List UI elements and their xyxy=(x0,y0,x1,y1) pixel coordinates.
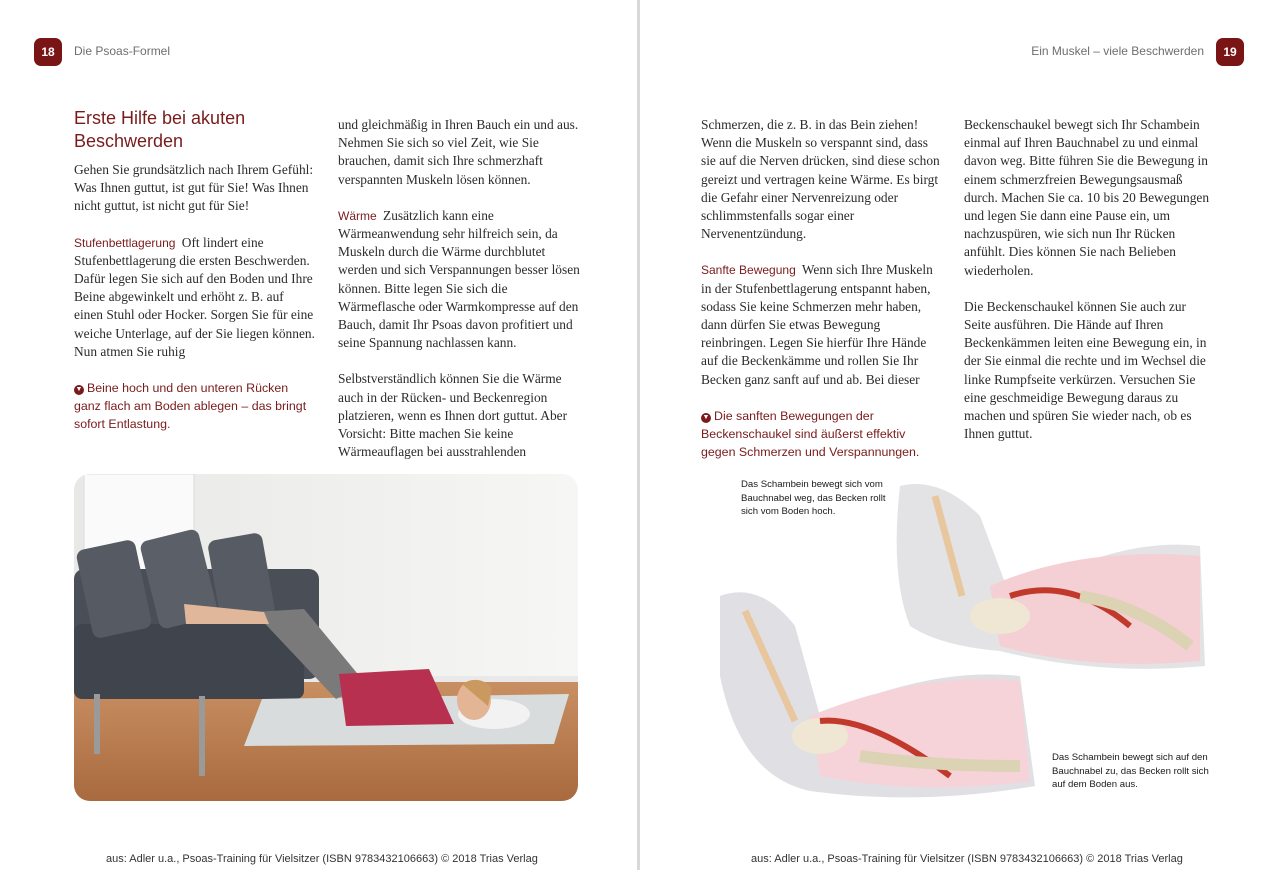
footer-citation: aus: Adler u.a., Psoas-Training für Vielsitzer (ISBN 9783432106663) © 2018 Trias Verlag xyxy=(106,853,538,865)
paragraph-text: Zusätzlich kann eine Wärmeanwendung sehr hilfreich sein, da Muskeln durch die Wärme durchblutet werden und sich Verspannungen besser lösen können. Bitte legen Sie sich die Wärmeflasche oder Warmkompresse auf den Bauch, damit Ihr Psoas davon profitiert und seine Spannung nachlassen kann. xyxy=(338,207,580,351)
paragraph xyxy=(701,261,941,388)
running-head: Ein Muskel – viele Beschwerden xyxy=(1031,44,1204,58)
section-heading: Erste Hilfe bei akuten Beschwerden xyxy=(74,108,246,151)
figure-caption-top: Das Schambein bewegt sich vom Bauchnabel weg, das Becken rollt sich vom Boden hoch. xyxy=(741,479,886,518)
chevron-down-icon: ▼ xyxy=(702,413,710,421)
photo-illustration xyxy=(74,474,578,801)
text-column-1 xyxy=(74,107,316,434)
text-column-3 xyxy=(701,116,941,461)
paragraph-text: Oft lindert eine Stufenbettlagerung die ersten Beschwerden. Dafür legen Sie sich auf den Boden und Ihre Beine abgewinkelt und erhöht z. B. auf einen Stuhl oder Hocker. Sorgen Sie für eine weiche Unterlage, auf der Sie liegen können. Nun atmen Sie ruhig xyxy=(74,234,315,359)
keyword-label: Wärme xyxy=(338,208,377,223)
figure-caption-bottom: Das Schambein bewegt sich auf den Bauchnabel zu, das Becken rollt sich auf dem Boden aus. xyxy=(1052,752,1209,791)
paragraph: Beckenschaukel bewegt sich Ihr Schambein einmal auf Ihren Bauchnabel zu und einmal davon weg. Bitte führen Sie die Bewegung in einem schmerzfreien Bewegungsausmaß durch. Machen Sie ca. 10 bis 20 Bewegungen und legen Sie dann eine Pause ein, um nachzuspüren, wie sich nun Ihr Rücken anfühlt. Dies können Sie nach Belieben wiederholen. xyxy=(964,117,1210,278)
footer-citation: aus: Adler u.a., Psoas-Training für Vielsitzer (ISBN 9783432106663) © 2018 Trias Verlag xyxy=(751,853,1183,865)
tip-box xyxy=(74,379,316,434)
page-number-badge: 18 xyxy=(34,38,62,66)
text-column-4 xyxy=(964,116,1210,461)
paragraph: Selbstverständlich können Sie die Wärme auch in der Rücken- und Beckenregion platzieren, wenn es Ihnen dort guttut. Aber Vorsicht: Bitte machen Sie keine Wärmeauflagen bei ausstrahlenden xyxy=(338,371,568,460)
paragraph: und gleichmäßig in Ihren Bauch ein und aus. Nehmen Sie sich so viel Zeit, wie Sie brauchen, damit sich Ihre schmerzhaft verspannten Muskeln lösen können. xyxy=(338,117,579,187)
running-head: Die Psoas-Formel xyxy=(74,44,171,58)
paragraph xyxy=(338,207,580,353)
chevron-down-icon: ▼ xyxy=(75,386,83,394)
text-column-2 xyxy=(338,116,580,479)
keyword-label: Stufenbettlagerung xyxy=(74,235,176,250)
tip-text: Die sanften Bewegungen der Beckenschaukel sind äußerst effektiv gegen Schmerzen und Verspannungen. xyxy=(701,408,920,460)
tip-text: Beine hoch und den unteren Rücken ganz flach am Boden ablegen – das bringt sofort Entlastung. xyxy=(74,381,307,432)
keyword-label: Sanfte Bewegung xyxy=(701,263,796,278)
left-page xyxy=(0,0,638,870)
photo-woman-on-floor-legs-on-sofa xyxy=(74,474,578,801)
tip-box xyxy=(701,407,941,462)
intro-paragraph: Gehen Sie grundsätzlich nach Ihrem Gefühl: Was Ihnen guttut, ist gut für Sie! Was Ihnen nicht guttut, ist nicht gut für Sie! xyxy=(74,162,314,214)
paragraph xyxy=(74,234,316,361)
paragraph: Schmerzen, die z. B. in das Bein ziehen! Wenn die Muskeln so verspannt sind, dass sie auf die Nerven drücken, sind diese schon gereizt und vertragen keine Wärme. Es birgt die Gefahr einer Nervenreizung oder schlimmstenfalls sogar einer Nervenentzündung. xyxy=(701,117,940,242)
page-number-badge: 19 xyxy=(1216,38,1244,66)
paragraph: Die Beckenschaukel können Sie auch zur Seite ausführen. Die Hände auf Ihren Beckenkämmen leiten eine Bewegung ein, in der Sie einmal die rechte und im Wechsel die linke Rumpfseite verkürzen. Versuchen Sie eine geschmeidige Bewegung daraus zu machen und spüren Sie wieder nach, ob es Ihnen guttut. xyxy=(964,298,1207,442)
paragraph-text: Wenn sich Ihre Muskeln in der Stufenbettlagerung entspannt haben, sodass Sie keine Schmerzen mehr haben, dann dürfen Sie etwas Bewegung reinbringen. Legen Sie hierfür Ihre Hände auf die Beckenkämme und rollen Sie Ihr Becken ganz sanft auf und ab. Bei dieser xyxy=(701,262,933,387)
